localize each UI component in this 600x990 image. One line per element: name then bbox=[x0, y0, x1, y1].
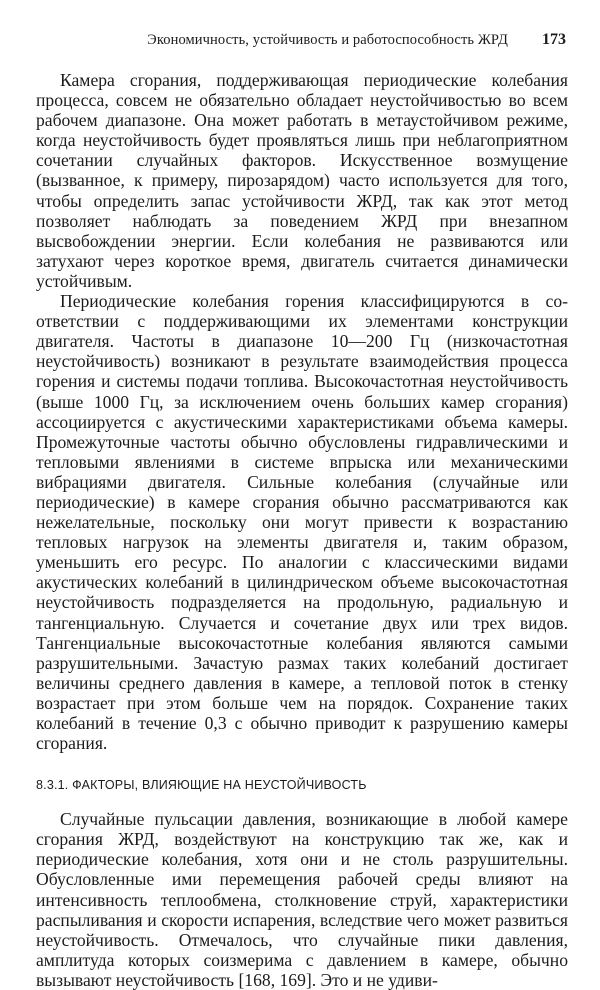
page-content bbox=[36, 70, 568, 990]
section-heading: 8.3.1. ФАКТОРЫ, ВЛИЯЮЩИЕ НА НЕУСТОЙЧИВОСТЬ bbox=[36, 778, 367, 793]
paragraph-2: Периодические колебания горения классифицируются в соответствии с поддерживающими их элементами конструкции двигателя. Частоты в диапазоне 10—200 Гц (низкочастотная неустойчивость) возникают в результате взаимодействия процесса горения и системы подачи топлива. Высокочастотная неустойчивость (выше 1000 Гц, за исключением очень больших камер сгорания) ассоциируется с акустическими характеристиками объема камеры. Промежуточные частоты обычно обусловлены гидравлическими и тепловыми явлениями в системе впрыска или механическими вибрациями двигателя. Сильные колебания (случайные или периодические) в камере сгорания обычно рассматриваются как нежелательные, поскольку они могут привести к возрастанию тепловых нагрузок на элементы двигателя и, таким образом, уменьшить его ресурс. По аналогии с классическими видами акустических колебаний в цилиндрическом объеме высокочастотная неустойчивость подразделяется на продольную, радиальную и тангенциальную. Случается и сочетание двух или трех видов. Тангенциальные высокочастотные колебания являются самыми разрушительными. Зачастую размах таких колебаний достигает величины среднего давления в камере, а тепловой поток в стенку возрастает при этом больше чем на порядок. Сохранение таких колебаний в течение 0,3 с обычно приводит к разрушению камеры сгорания. bbox=[36, 291, 568, 754]
page-number: 173 bbox=[542, 31, 566, 48]
running-header bbox=[36, 28, 568, 52]
paragraph-3: Случайные пульсации давления, возникающие в любой камере сгорания ЖРД, воздействуют на конструкцию так же, как и периодические колебания, хотя они и не столь разрушительны. Обусловленные ими перемещения рабочей среды влияют на интенсивность теплообмена, столкновение струй, характеристики распыливания и скорости испарения, вследствие чего может развиться неустойчивость. Отмечалось, что случайные пики давления, амплитуда которых соизмерима с давлением в камере, обычно вызывают неустойчивость [168, 169]. Это и не удиви- bbox=[36, 809, 568, 990]
running-title: Экономичность, устойчивость и работоспособность ЖРД bbox=[147, 32, 508, 48]
paragraph-1: Камера сгорания, поддерживающая периодические колебания процесса, совсем не обязательно обладает неустойчивостью во всем рабочем диапазоне. Она может работать в метаустойчивом режиме, когда неустойчивость будет проявляться лишь при неблагоприятном сочетании случайных факторов. Искусственное возмущение (вызванное, к примеру, пирозарядом) часто используется для того, чтобы определить запас устойчивости ЖРД, так как этот метод позволяет наблюдать за поведением ЖРД при внезапном высвобождении энергии. Если колебания не развиваются или затухают через короткое время, двигатель считается динамически устойчивым. bbox=[36, 70, 568, 291]
